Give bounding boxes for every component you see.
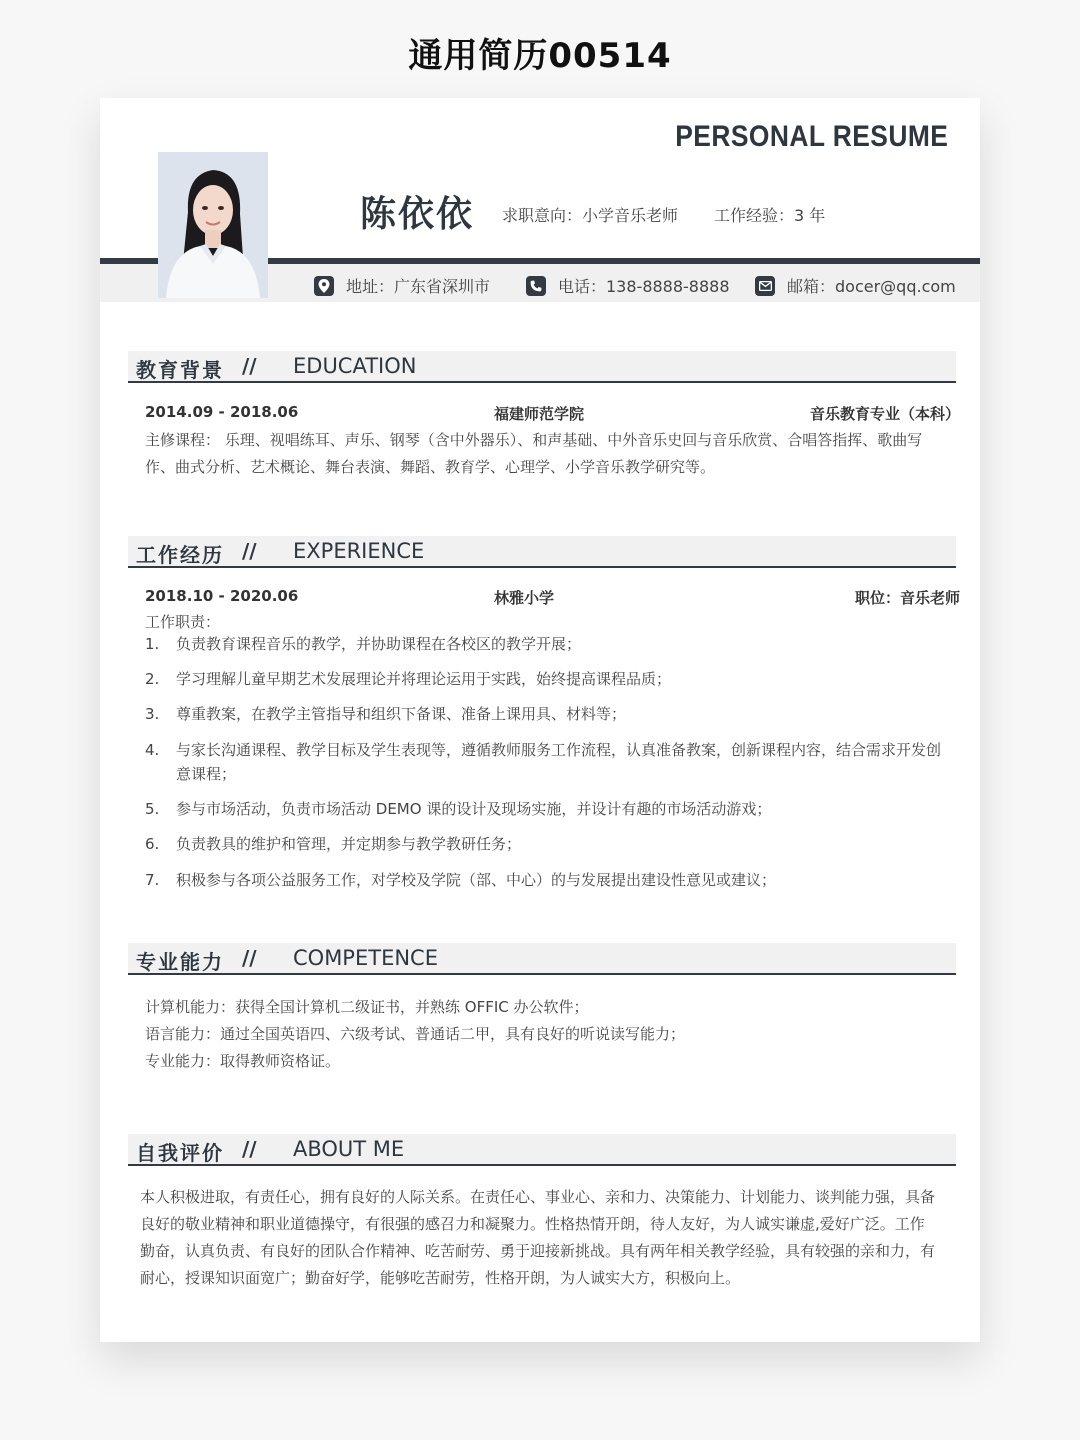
section-experience-header: [128, 536, 956, 568]
competence-item: 语言能力：通过全国英语四、六级考试、普通话二甲，具有良好的听说读写能力；: [145, 1025, 686, 1043]
duty-item: [145, 738, 960, 786]
contact-address: [314, 274, 490, 297]
job-intent: 求职意向：小学音乐老师: [502, 206, 679, 225]
duty-text-continued: 意课程；: [176, 765, 237, 783]
about-me-text: [140, 1184, 935, 1292]
duty-number: 6.: [145, 835, 160, 853]
about-me-line: 本人积极进取，有责任心，拥有良好的人际关系。在责任心、事业心、亲和力、决策能力、计划能力、谈判能力强，具备: [140, 1188, 936, 1206]
section-title-en: EXPERIENCE: [293, 539, 425, 563]
phone-icon: [526, 276, 546, 296]
profile-photo: [158, 152, 268, 298]
contact-phone: [526, 274, 730, 297]
about-me-line: 耐心，授课知识面宽广；勤奋好学，能够吃苦耐劳，性格开朗，为人诚实大方，积极向上。: [140, 1269, 741, 1287]
competence-item: 计算机能力：获得全国计算机二级证书，并熟练 OFFIC 办公软件；: [145, 998, 589, 1016]
section-separator: //: [242, 946, 257, 970]
experience-company: 林雅小学: [494, 589, 555, 607]
duty-number: 7.: [145, 871, 160, 889]
section-title-en: COMPETENCE: [293, 946, 438, 970]
duty-text: 负责教育课程音乐的教学，并协助课程在各校区的教学开展；: [176, 635, 582, 653]
education-courses: [145, 427, 922, 481]
duty-item: [145, 667, 960, 691]
duty-number: 2.: [145, 670, 160, 688]
email-text: 邮箱：docer@qq.com: [787, 277, 956, 296]
duty-text: 负责教具的维护和管理，并定期参与教学教研任务；: [176, 835, 522, 853]
address-text: 地址：广东省深圳市: [346, 277, 491, 296]
duty-number: 5.: [145, 800, 160, 818]
education-courses-line: 主修课程： 乐理、视唱练耳、声乐、钢琴（含中外器乐）、和声基础、中外音乐史回与音乐欣赏、合唱答指挥、歌曲写: [145, 431, 923, 449]
education-major: 音乐教育专业（本科）: [809, 405, 960, 423]
location-pin-icon: [314, 276, 334, 296]
section-title-en: EDUCATION: [293, 354, 417, 378]
education-courses-line: 作、曲式分析、艺术概论、舞台表演、舞蹈、教育学、心理学、小学音乐教学研究等。: [145, 458, 716, 476]
section-separator: //: [242, 1137, 257, 1161]
section-title-cn: 教育背景: [136, 358, 224, 382]
candidate-name: 陈依依: [360, 194, 475, 235]
section-title-en: ABOUT ME: [293, 1137, 405, 1161]
page-title: 通用简历00514: [408, 36, 672, 76]
section-about-header: [128, 1134, 956, 1166]
about-me-line: 勤奋，认真负责、有良好的团队合作精神、吃苦耐劳、勇于迎接新挑战。具有两年相关教学经验，具有较强的亲和力，有: [140, 1242, 936, 1260]
duty-text: 尊重教案，在教学主管指导和组织下备课、准备上课用具、材料等；: [176, 705, 627, 723]
contact-email: [755, 274, 956, 297]
phone-text: 电话：138-8888-8888: [558, 277, 730, 296]
about-me-line: 良好的敬业精神和职业道德操守，有很强的感召力和凝聚力。性格热情开朗，待人友好，为人诚实谦虚,爱好广泛。工作: [140, 1215, 925, 1233]
education-school: 福建师范学院: [494, 405, 585, 423]
duty-item: [145, 702, 960, 726]
section-title-cn: 专业能力: [136, 950, 224, 974]
duty-text: 学习理解儿童早期艺术发展理论并将理论运用于实践，始终提高课程品质；: [176, 670, 672, 688]
duty-number: 4.: [145, 741, 160, 759]
duty-item: [145, 832, 960, 856]
duty-text: 参与市场活动，负责市场活动 DEMO 课的设计及现场实施，并设计有趣的市场活动游戏；: [176, 800, 772, 818]
section-separator: //: [242, 539, 257, 563]
resume-sheet: [100, 98, 980, 1342]
section-title-cn: 工作经历: [136, 543, 224, 567]
duty-number: 1.: [145, 635, 160, 653]
duty-number: 3.: [145, 705, 160, 723]
duty-item: [145, 632, 960, 656]
section-separator: //: [242, 354, 257, 378]
section-education-header: [128, 351, 956, 383]
mail-icon: [755, 276, 775, 296]
experience-position: 职位：音乐老师: [854, 589, 960, 607]
duty-item: [145, 868, 960, 892]
section-title-cn: 自我评价: [136, 1141, 224, 1165]
competence-list: [145, 994, 685, 1075]
duty-text: 积极参与各项公益服务工作，对学校及学院（部、中心）的与发展提出建设性意见或建议；: [176, 871, 777, 889]
duties-label: 工作职责：: [145, 613, 221, 631]
work-experience-years: 工作经验：3 年: [714, 206, 826, 225]
education-period: 2014.09 - 2018.06: [145, 403, 299, 421]
personal-resume-heading: PERSONAL RESUME: [674, 120, 948, 153]
experience-period: 2018.10 - 2020.06: [145, 587, 299, 605]
duty-item: [145, 797, 960, 821]
section-competence-header: [128, 943, 956, 975]
competence-item: 专业能力：取得教师资格证。: [145, 1052, 341, 1070]
duty-text: 与家长沟通课程、教学目标及学生表现等，遵循教师服务工作流程，认真准备教案，创新课程内容，结合需求开发创: [176, 741, 942, 759]
